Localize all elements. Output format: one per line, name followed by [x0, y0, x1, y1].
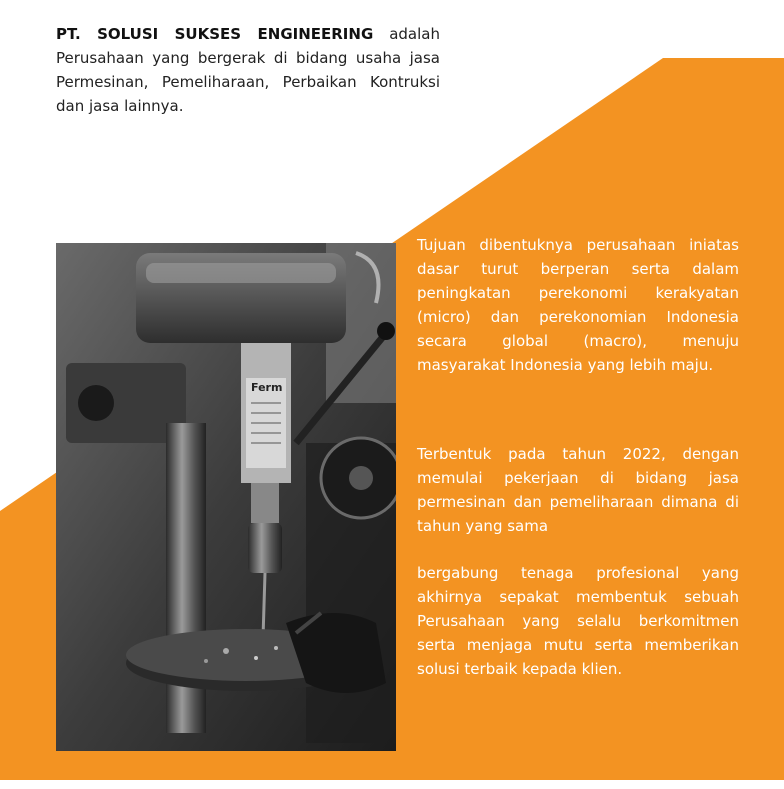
company-name: PT. SOLUSI SUKSES ENGINEERING	[56, 25, 374, 43]
drill-press-photo	[56, 243, 396, 751]
bottom-white-strip	[0, 780, 784, 789]
history-paragraph: Terbentuk pada tahun 2022, dengan memulai pekerjaan di bidang jasa permesinan dan pemeliharaan dimana di tahun yang sama	[417, 445, 739, 535]
commitment-paragraph: bergabung tenaga profesional yang akhirnya sepakat membentuk sebuah Perusahaan yang selalu berkomitmen serta menjaga mutu serta memberikan solusi terbaik kepada klien.	[417, 564, 739, 678]
purpose-paragraph: Tujuan dibentuknya perusahaan iniatas dasar turut berperan serta dalam peningkatan perekonomi kerakyatan (micro) dan perekonomian Indonesia secara global (macro), menuju masyarakat Indonesia yang lebih maju.	[417, 236, 739, 374]
machine-brand-label: Ferm	[251, 381, 283, 394]
intro-paragraph	[56, 22, 440, 118]
intro-text: adalah Perusahaan yang bergerak di bidang usaha jasa Permesinan, Pemeliharaan, Perbaikan Kontruksi dan jasa lainnya.	[56, 25, 440, 115]
